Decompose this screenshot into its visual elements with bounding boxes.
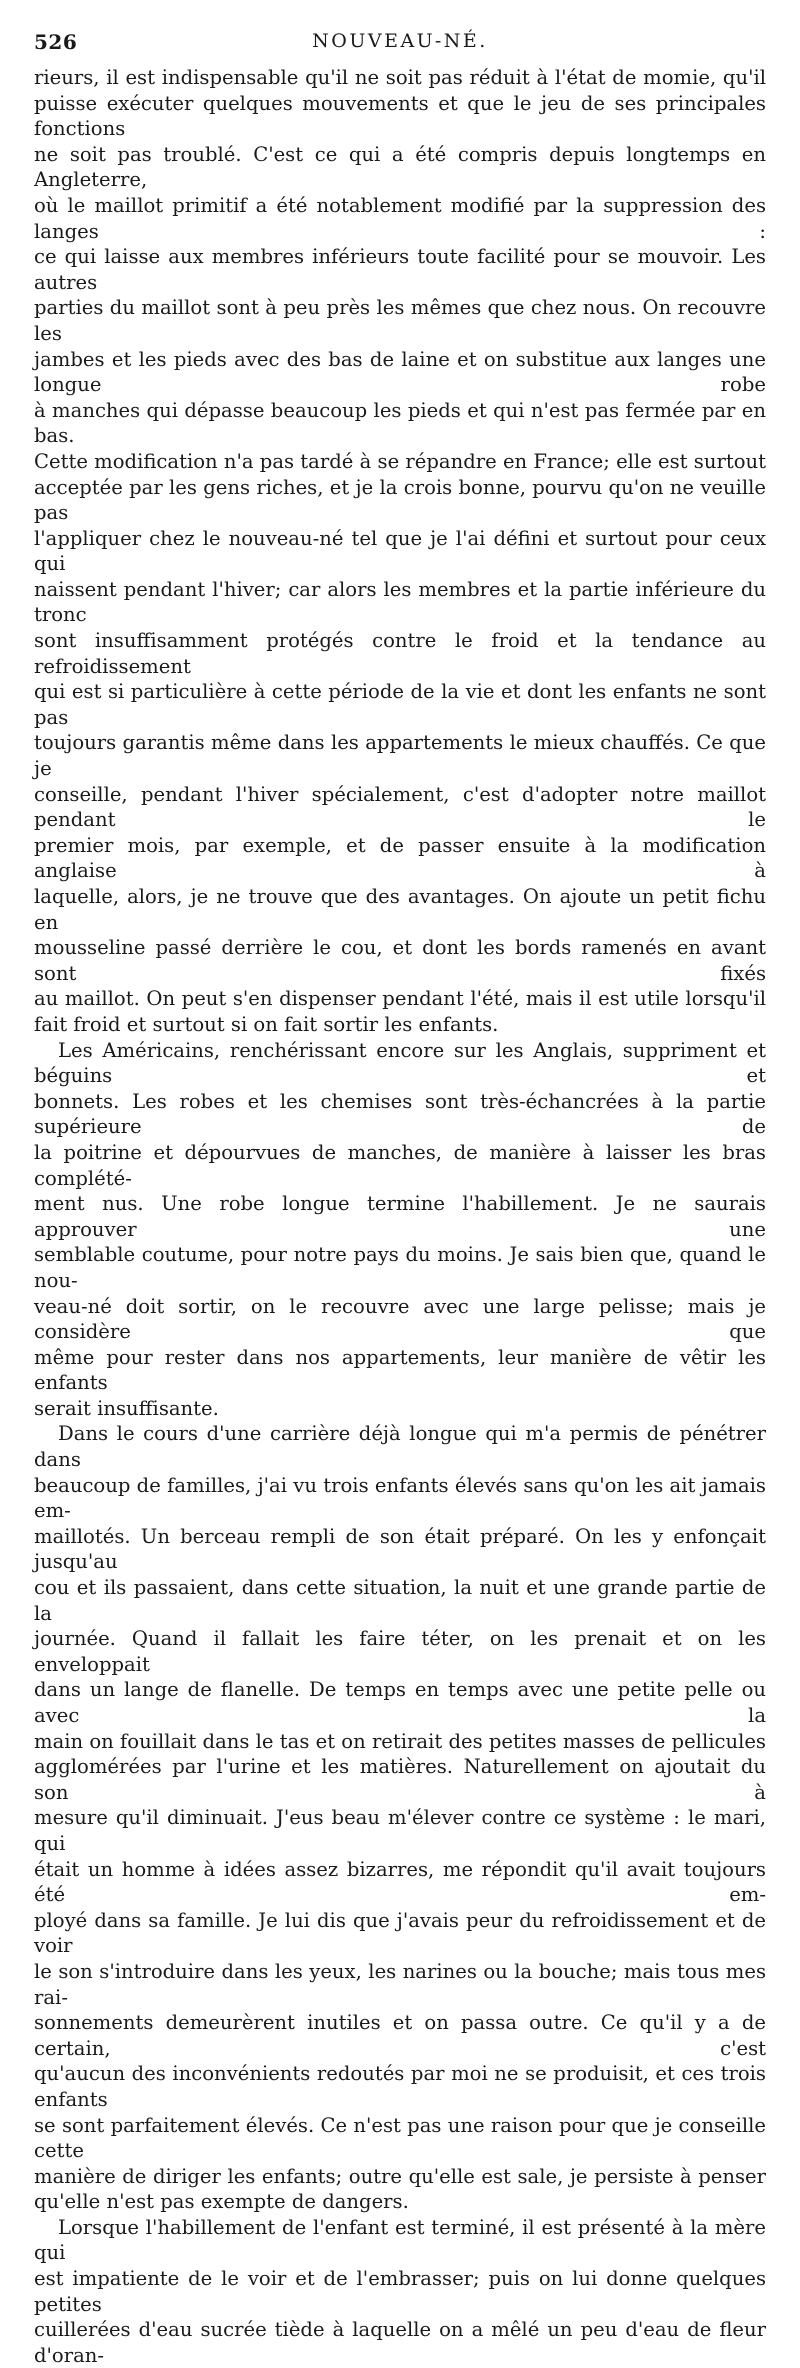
text-line: jambes et les pieds avec des bas de laine et on substitue aux langes une longue robe [34,347,766,397]
text-line: ce qui laisse aux membres inférieurs toute facilité pour se mouvoir. Les autres [34,245,766,294]
text-line: qui est si particulière à cette période de la vie et dont les enfants ne sont pas [34,680,766,729]
paragraph [34,1421,766,2214]
text-line: la poitrine et dépourvues de manches, de manière à laisser les bras complété- [34,1140,766,1190]
text-line: Les Américains, renchérissant encore sur les Anglais, suppriment et béguins et [34,1038,766,1088]
text-line: ployé dans sa famille. Je lui dis que j'avais peur du refroidissement et de voir [34,1908,766,1958]
text-line: toujours garantis même dans les appartements le mieux chauffés. Ce que je [34,731,766,781]
text-line: veau-né doit sortir, on le recouvre avec une large pelisse; mais je considère que [34,1294,766,1344]
text-line: laquelle, alors, je ne trouve que des avantages. On ajoute un petit fichu en [34,885,766,934]
text-line: conseille, pendant l'hiver spécialement, c'est d'adopter notre maillot pendant le [34,782,766,832]
text-line: est impatiente de le voir et de l'embrasser; puis on lui donne quelques petites [34,2267,766,2316]
text-line: journée. Quand il fallait les faire téter, on les prenait et on les enveloppait [34,1627,766,1676]
text-line: bonnets. Les robes et les chemises sont très-échancrées à la partie supérieure de [34,1089,766,1139]
text-line: ment nus. Une robe longue termine l'habillement. Je ne saurais approuver une [34,1192,766,1241]
text-line: qu'aucun des inconvénients redoutés par moi ne se produisit, et ces trois enfants [34,2062,766,2111]
text-line: semblable coutume, pour notre pays du moins. Je sais bien que, quand le nou- [34,1243,766,1292]
text-line: rieurs, il est indispensable qu'il ne soit pas réduit à l'état de momie, qu'il [34,66,766,89]
text-line: serait insuffisante. [34,1396,219,1420]
text-line: premier mois, par exemple, et de passer ensuite à la modification anglaise à [34,833,766,883]
text-line: naissent pendant l'hiver; car alors les membres et la partie inférieure du tronc [34,577,766,627]
text-line: parties du maillot sont à peu près les mêmes que chez nous. On recouvre les [34,296,766,345]
text-line: maillotés. Un berceau rempli de son était préparé. On les y enfonçait jusqu'au [34,1524,766,1574]
text-line: Dans le cours d'une carrière déjà longue qui m'a permis de pénétrer dans [34,1422,766,1472]
text-line: fait froid et surtout si on fait sortir les enfants. [34,1012,499,1036]
text-line: le son s'introduire dans les yeux, les narines ou la bouche; mais tous mes rai- [34,1959,766,2009]
text-line: était un homme à idées assez bizarres, me répondit qu'il avait toujours été em- [34,1857,766,1907]
text-line: ne soit pas troublé. C'est ce qui a été compris depuis longtemps en Angleterre, [34,142,766,192]
text-line: qu'elle n'est pas exempte de dangers. [34,2190,409,2214]
text-line: dans un lange de flanelle. De temps en temps avec une petite pelle ou avec la [34,1678,766,1727]
body-text [34,65,766,2368]
text-line: puisse exécuter quelques mouvements et que le jeu de ses principales fonctions [34,91,766,141]
page-header [34,30,766,60]
text-line: Cette modification n'a pas tardé à se répandre en France; elle est surtout [34,449,766,473]
text-line: sonnements demeurèrent inutiles et on passa outre. Ce qu'il y a de certain, c'est [34,2011,766,2060]
text-line: sont insuffisamment protégés contre le froid et la tendance au refroidissement [34,629,766,678]
text-line: cou et ils passaient, dans cette situation, la nuit et une grande partie de la [34,1576,766,1625]
text-line: acceptée par les gens riches, et je la crois bonne, pourvu qu'on ne veuille pas [34,475,766,525]
page-number: 526 [34,30,78,54]
text-line: mousseline passé derrière le cou, et dont les bords ramenés en avant sont fixés [34,936,766,985]
text-line: où le maillot primitif a été notablement modifié par la suppression des langes : [34,193,766,243]
running-title: NOUVEAU-NÉ. [312,30,488,52]
text-line: même pour rester dans nos appartements, leur manière de vêtir les enfants [34,1345,766,1395]
text-line: main on fouillait dans le tas et on retirait des petites masses de pellicules [34,1729,766,1753]
text-line: l'appliquer chez le nouveau-né tel que je l'ai défini et surtout pour ceux qui [34,526,766,576]
text-line: agglomérées par l'urine et les matières. Naturellement on ajoutait du son à [34,1755,766,1804]
text-line: mesure qu'il diminuait. J'eus beau m'élever contre ce système : le mari, qui [34,1806,766,1855]
text-line: cuillerées d'eau sucrée tiède à laquelle on a mêlé un peu d'eau de fleur d'oran- [34,2318,766,2367]
text-line: beaucoup de familles, j'ai vu trois enfants élevés sans qu'on les ait jamais em- [34,1473,766,1523]
text-line: à manches qui dépasse beaucoup les pieds et qui n'est pas fermée par en bas. [34,398,766,448]
paragraph [34,1038,766,1422]
text-line: manière de diriger les enfants; outre qu'elle est sale, je persiste à penser [34,2164,766,2188]
text-line: Lorsque l'habillement de l'enfant est terminé, il est présenté à la mère qui [34,2215,766,2265]
text-line: se sont parfaitement élevés. Ce n'est pas une raison pour que je conseille cette [34,2113,766,2163]
paragraph [34,2215,766,2368]
paragraph [34,65,766,1038]
text-line: au maillot. On peut s'en dispenser pendant l'été, mais il est utile lorsqu'il [34,987,766,1011]
